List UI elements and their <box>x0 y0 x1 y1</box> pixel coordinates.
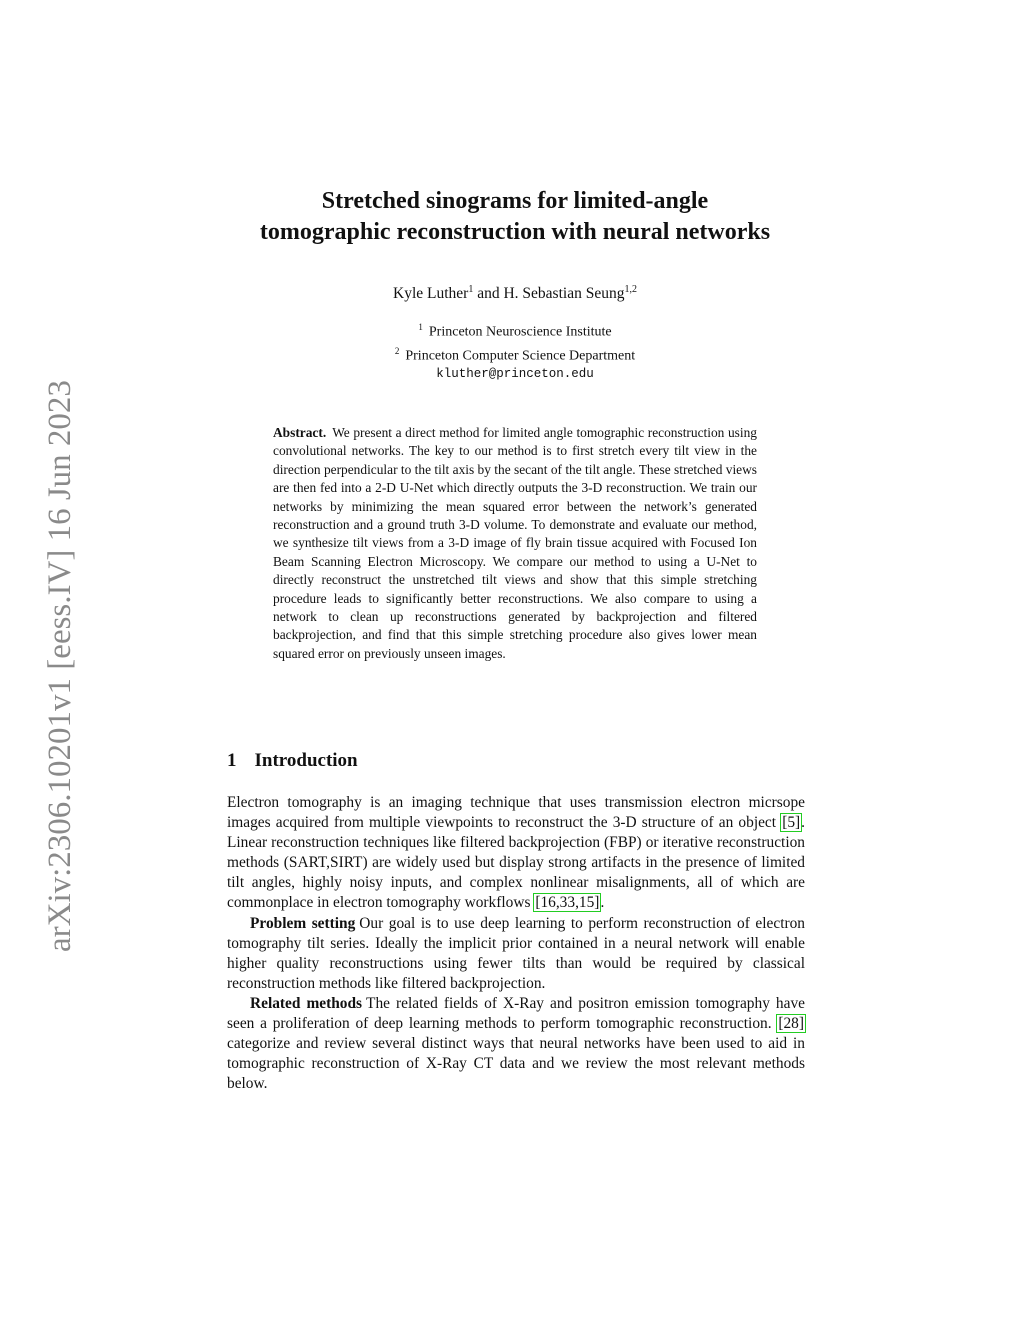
paragraph <box>227 914 805 994</box>
paragraph <box>227 994 805 1094</box>
author-affiliation-mark: 1 <box>468 284 474 295</box>
affiliation-line <box>200 342 830 366</box>
affiliation-line <box>200 318 830 342</box>
paragraph-run-in-heading: Problem setting <box>250 914 356 932</box>
affiliation-block <box>200 318 830 384</box>
paragraph-text: Electron tomography is an imaging technique that uses transmission electron micrsope images acquired from multiple viewpoints to reconstruct the 3-D structure of an object <box>227 794 805 832</box>
section-title: Introduction <box>254 750 358 771</box>
arxiv-identifier-stamp: arXiv:2306.10201v1 [eess.IV] 16 Jun 2023 <box>42 380 78 952</box>
paragraph-text: Our goal is to use deep learning to perform reconstruction of electron tomography tilt series. Ideally the implicit prior contained in a neural network will enable higher quality reconstructions using fewer tilts than would be required by classical reconstruction methods like filtered backprojection. <box>227 914 805 992</box>
affiliation-name: Princeton Neuroscience Institute <box>428 324 612 340</box>
paragraph-text: . Linear reconstruction techniques like filtered backprojection (FBP) or iterative reconstruction methods (SART,SIRT) are widely used but display strong artifacts in the presence of limited tilt angles, highly noisy inputs, and complex nonlinear misalignments, all of which are commonplace in electron tomography workflows <box>227 814 805 912</box>
paragraph-text: The related fields of X-Ray and positron emission tomography have seen a proliferation of deep learning methods to perform tomographic reconstruction. <box>227 994 805 1033</box>
section-heading-introduction <box>227 750 358 772</box>
paper-title-line-2: tomographic reconstruction with neural networks <box>259 219 771 245</box>
abstract-label: Abstract. <box>273 425 327 440</box>
paragraph-text: . <box>600 894 605 912</box>
section-number: 1 <box>227 750 237 771</box>
contact-email[interactable]: kluther@princeton.edu <box>436 367 594 382</box>
affiliation-name: Princeton Computer Science Department <box>405 348 636 364</box>
abstract <box>273 424 757 663</box>
paragraph-run-in-heading: Related methods <box>250 994 363 1012</box>
paper-title-line-1: Stretched sinograms for limited-angle <box>321 188 709 214</box>
author-affiliation-mark: 1,2 <box>624 284 637 295</box>
abstract-text: We present a direct method for limited angle tomographic reconstruction using convolutional networks. The key to our method is to first stretch every tilt view in the direction perpendicular to the tilt axis by the secant of the tilt angle. These stretched views are then fed into a 2-D U-Net which directly outputs the 3-D reconstruction. We train our networks by minimizing the mean squared error between the network’s generated reconstruction and a ground truth 3-D volume. To demonstrate and evaluate our method, we synthesize tilt views from a 3-D image of fly brain tissue acquired with Focused Ion Beam Scanning Electron Microscopy. We compare our method to using a U-Net to directly reconstruct the unstretched tilt views and show that this simple stretching procedure leads to significantly better reconstructions. We also compare to using a network to clean up reconstructions generated by backprojection and filtered backprojection, and find that this simple stretching procedure also gives lower mean squared error on previously unseen images. <box>273 425 757 661</box>
affiliation-number: 1 <box>418 322 423 332</box>
paper-title <box>200 186 830 248</box>
author-list <box>200 284 830 303</box>
paragraph <box>227 793 805 914</box>
paragraph-text: categorize and review several distinct ways that neural networks have been used to aid in tomographic reconstruction of X-Ray CT data and we review the most relevant methods below. <box>227 1035 805 1093</box>
citation-link[interactable]: [28] <box>778 1015 804 1033</box>
citation-link[interactable]: [5] <box>782 814 801 832</box>
author-name: Kyle Luther <box>393 285 469 303</box>
affiliation-number: 2 <box>394 345 400 356</box>
citation-link[interactable]: [16,33,15] <box>535 894 600 912</box>
author-name: H. Sebastian Seung <box>503 285 625 303</box>
author-conjunction: and <box>473 285 504 303</box>
introduction-body <box>227 793 805 1094</box>
